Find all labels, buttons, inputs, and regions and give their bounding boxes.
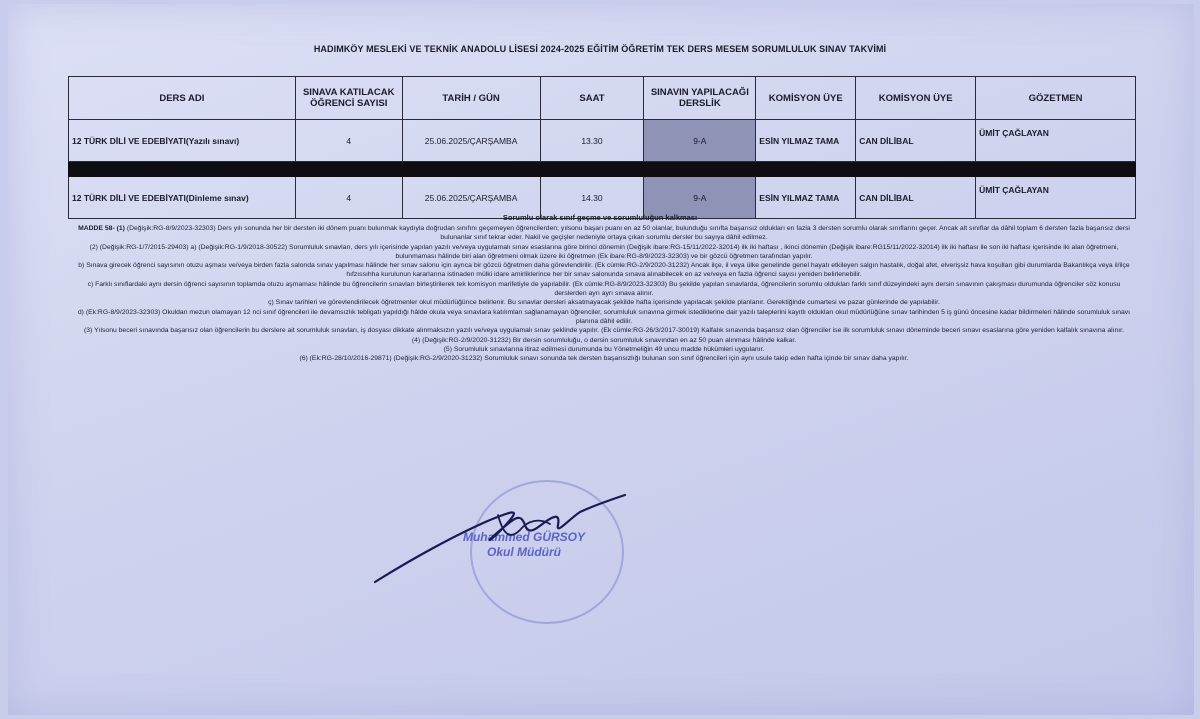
cell-sayi: 4 [295,177,402,219]
signature-mark [370,490,630,590]
cell-derslik: 9-A [644,177,756,219]
cell-gozetmen: ÜMİT ÇAĞLAYAN [976,177,1136,219]
regulation-paragraph: ç) Sınav tarihleri ve görevlendirilecek öğretmenler okul müdürlüğünce belirlenir. Bu sınavlar dersleri aksatmayacak şekilde hafta içerisinde yapılacak şekilde planlanır. Gerektiğinde cumartesi ve pazar günlerinde de yapılabilir. [268,299,940,307]
regulation-section-title: Sorumlu olarak sınıf geçme ve sorumluluğun kalkması [502,213,698,222]
cell-gozetmen: ÜMİT ÇAĞLAYAN [976,120,1136,162]
regulation-paragraph: d) (Ek:RG-8/9/2023-32303) Okuldan mezun olamayan 12 nci sınıf öğrencileri ile devamsızlık tebligatı yapıldığı hâlde okula veya sınavlara katılımları sağlanamayan öğrenciler, sorumluluk sınavına girmek istediklerine dair yazılı taleplerini kayıtlı oldukları okul müdürlüğüne sınav tarihinden 5 iş günü öncesine kadar bildirmeleri hâlinde sorumluluk sınavı planına dâhil edilir. [77,308,1131,325]
regulation-paragraph: (2) (Değişik:RG-1/7/2015-29403) a) (Değişik:RG-1/9/2018-30522) Sorumluluk sınavları, ders yılı içerisinde yapılan yazılı ve/veya uygulamalı sınav esaslarına göre birinci dönemin (Değişik ibare:RG-15/11/2022-32014) ilk iki haftası , ikinci dönemin (Değişik ibare:RG15/11/2022-32014) ilk iki haftası ile son iki haftası içerisinde iki alan öğretmeni, bulunmaması hâlinde biri alan öğretmeni olmak üzere iki öğretmen (Ek ibare:RG-8/9/2023-32303) ve bir gözcü öğretmen tarafından yapılır. [89,243,1119,260]
regulation-paragraph: (4) (Değişik:RG-2/9/2020-31232) Bir dersin sorumluluğu, o dersin sorumluluk sınavından en az 50 puan alınması hâlinde kalkar. [411,336,797,344]
exam-schedule-table [68,76,1136,219]
cell-komisyon-uye-1: ESİN YILMAZ TAMA [756,120,856,162]
regulation-paragraph: MADDE 58- (1) (Değişik:RG-8/9/2023-32303) Ders yılı sonunda her bir dersten iki dönem puanı bulunmak kaydıyla doğrudan sınıfını geçemeyen öğrencilerden; yılsonu başarı puanı en az 50 olanlar, bulunduğu sınıfta başarısız oldukları en fazla 3 dersten sorumlu olarak sınıflarını geçer. Ancak alt sınıflar da dâhil toplam 6 dersten fazla başarısız dersi bulunanlar sınıf tekrar eder. Nakil ve geçişler nedeniyle ortaya çıkan sorumlu dersler bu sayıya dâhil edilmez. [78,225,1130,242]
signer-title: Okul Müdürü [487,545,561,559]
header-komisyon-uye-2: KOMİSYON ÜYE [856,77,976,120]
cell-ders: 12 TÜRK DİLİ VE EDEBİYATI(Dinleme sınav) [69,177,296,219]
regulation-paragraph: (6) (Ek:RG-28/10/2016-29871) (Değişik:RG-2/9/2020-31232) Sorumluluk sınavı sonunda tek dersten başarısızlığı bulunan son sınıf öğrencileri için aynı usule takip eden hafta içinde bir sınav daha yapılır. [299,355,909,363]
cell-tarih: 25.06.2025/ÇARŞAMBA [402,120,540,162]
header-ogrenci-sayisi: SINAVA KATILACAK ÖĞRENCİ SAYISI [295,77,402,120]
header-gozetmen: GÖZETMEN [976,77,1136,120]
cell-sayi: 4 [295,120,402,162]
cell-tarih: 25.06.2025/ÇARŞAMBA [402,177,540,219]
header-komisyon-uye-1: KOMİSYON ÜYE [756,77,856,120]
header-saat: SAAT [540,77,644,120]
regulation-article-label: MADDE 58- (1) [78,225,125,232]
table-separator-row [69,162,1136,177]
cell-komisyon-uye-2: CAN DİLİBAL [856,120,976,162]
regulation-paragraph: (5) Sorumluluk sınavlarına itiraz edilmesi durumunda bu Yönetmeliğin 49 uncu madde hükümleri uygulanır. [443,345,765,353]
header-ders-adi: DERS ADI [69,77,296,120]
regulation-paragraph: c) Farklı sınıflardaki aynı dersin öğrenci sayısının toplamda otuzu aşmaması hâlinde bu öğrencilerin sınavları birleştirilerek tek komisyon marifetiyle de yapılabilir. (Ek cümle:RG-8/9/2023-32303) Bu şekilde yapılan sınavlarda, öğrencilerin sorumlu oldukları farklı sınıf düzeyindeki aynı dersin sınavının çakışması durumunda öğrenciler söz konusu derslerden ayrı ayrı sınava alınır. [87,280,1121,298]
header-derslik: SINAVIN YAPILACAĞI DERSLİK [644,77,756,120]
regulation-paragraph: b) Sınava girecek öğrenci sayısının otuzu aşması ve/veya birden fazla salonda sınav yapılması hâlinde her sınav salonu için ayrıca bir gözcü öğretmen daha görevlendirilir. (Ek cümle:RG-2/9/2020-31232) Ancak ilçe, il veya ülke genelinde genel hayatı etkileyen salgın hastalık, doğal afet, elverişsiz hava koşulları gibi durumlarda Bakanlıkça veya il/ilçe hıfzıssıhha kurulunun kararlarına istinaden mülki idare amirliklerince her bir sınav salonunda sınava alınabilecek en az ve/veya en fazla öğrenci sayısı yeniden belirlenebilir. [78,262,1130,279]
regulation-paragraph: (3) Yılsonu beceri sınavında başarısız olan öğrencilerin bu derslere ait sorumluluk sınavları, iş dosyası dikkate alınmaksızın yazılı ve/veya uygulamalı sınav şeklinde yapılır. (Ek cümle:RG-26/3/2017-30019) Kalfalık sınavında başarısız olan öğrenciler ise ilk sorumluluk sınavı döneminde beceri sınavı esaslarına göre yeniden kalfalık sınavına alınır. [84,327,1124,335]
cell-saat: 14.30 [540,177,644,219]
signer-name: Muhammed GÜRSOY [462,530,585,544]
cell-ders: 12 TÜRK DİLİ VE EDEBİYATI(Yazılı sınavı) [69,120,296,162]
header-tarih-gun: TARİH / GÜN [402,77,540,120]
cell-komisyon-uye-2: CAN DİLİBAL [856,177,976,219]
cell-komisyon-uye-1: ESİN YILMAZ TAMA [756,177,856,219]
document-title: HADIMKÖY MESLEKİ VE TEKNİK ANADOLU LİSESİ 2024-2025 EĞİTİM ÖĞRETİM TEK DERS MESEM SORUMLULUK SINAV TAKVİMİ [313,44,887,54]
cell-derslik: 9-A [644,120,756,162]
cell-saat: 13.30 [540,120,644,162]
table-header-row [69,77,1136,120]
table-row [69,120,1136,162]
regulation-text [72,224,1136,363]
